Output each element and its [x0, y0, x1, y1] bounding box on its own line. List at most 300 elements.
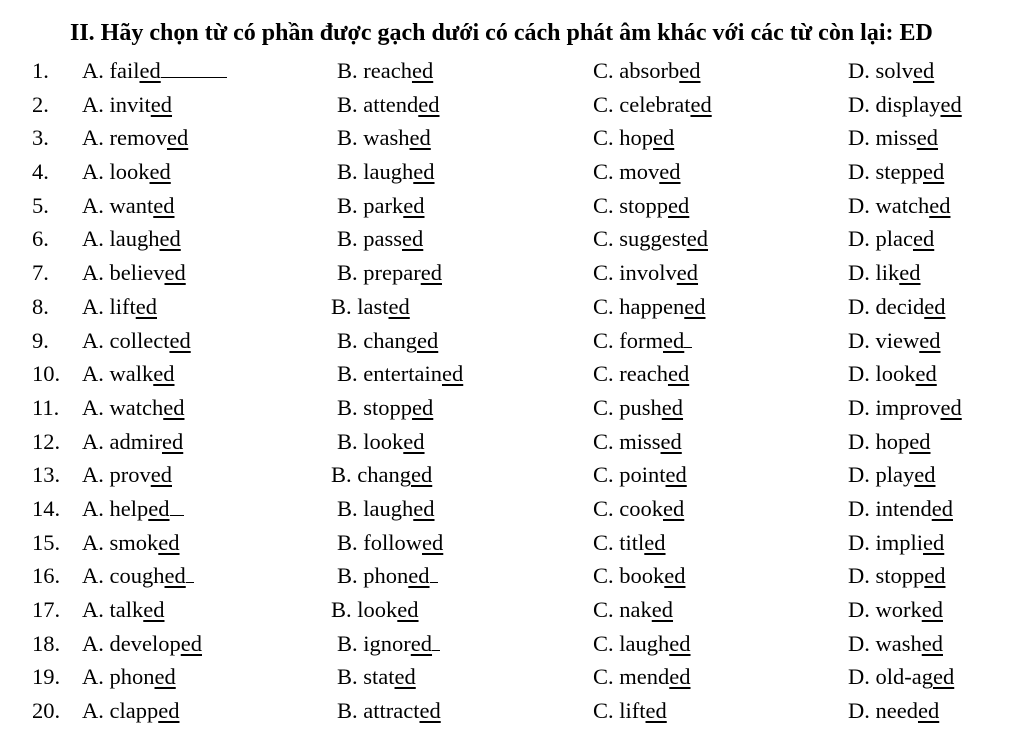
question-number: 3.: [32, 125, 49, 151]
option-a: [82, 530, 180, 556]
word-stem: wash: [875, 630, 922, 656]
underlined-ending: ed: [413, 159, 435, 185]
word-stem: laugh: [109, 226, 160, 252]
underlined-ending: ed: [410, 630, 433, 656]
underlined-ending: ed: [411, 462, 433, 488]
word-stem: prov: [109, 462, 151, 488]
option-letter: B.: [337, 563, 358, 589]
underlined-ending: ed: [924, 293, 946, 319]
option-letter: B.: [337, 327, 358, 353]
underlined-ending: ed: [690, 91, 712, 117]
word-stem: phon: [363, 563, 409, 589]
word-stem: ignor: [363, 630, 411, 656]
option-letter: A.: [82, 327, 104, 353]
underlined-ending: ed: [164, 260, 186, 286]
underlined-ending: ed: [161, 428, 184, 454]
option-letter: B.: [331, 462, 352, 488]
underlined-ending: ed: [919, 327, 941, 353]
option-a: [82, 193, 175, 219]
option-letter: C.: [593, 58, 614, 83]
question-number: 12.: [32, 428, 61, 454]
option-c: [593, 58, 701, 84]
option-c: [593, 597, 673, 623]
question-row: [0, 526, 1024, 560]
option-c: [593, 462, 687, 488]
option-b: [337, 58, 433, 84]
option-a: [82, 92, 172, 118]
word-stem: push: [619, 394, 662, 420]
underlined-ending: ed: [913, 58, 935, 83]
word-stem: want: [109, 192, 154, 218]
option-a: [82, 294, 157, 320]
option-letter: D.: [848, 226, 870, 252]
option-c: [593, 563, 686, 589]
question-number: 18.: [32, 630, 61, 656]
underlined-ending: ed: [917, 698, 940, 724]
underlined-ending: ed: [676, 260, 699, 286]
underlined-ending: ed: [659, 159, 681, 185]
option-letter: A.: [82, 226, 104, 252]
option-letter: B.: [337, 361, 358, 387]
option-letter: D.: [848, 428, 870, 454]
option-letter: C.: [593, 91, 614, 117]
question-number: 19.: [32, 664, 61, 690]
question-row: [0, 492, 1024, 526]
word-stem: view: [875, 327, 920, 353]
blank-underline: [430, 564, 438, 583]
option-letter: D.: [848, 192, 870, 218]
option-d: [848, 664, 954, 690]
word-stem: mov: [619, 159, 660, 185]
underlined-ending: ed: [663, 327, 685, 353]
word-stem: chang: [357, 462, 411, 488]
option-letter: B.: [337, 260, 358, 286]
underlined-ending: ed: [667, 361, 690, 387]
word-stem: laugh: [363, 159, 414, 185]
option-c: [593, 226, 708, 252]
underlined-ending: ed: [149, 159, 171, 185]
option-letter: B.: [331, 293, 352, 319]
option-letter: C.: [593, 462, 614, 488]
underlined-ending: ed: [422, 529, 444, 555]
word-stem: believ: [109, 260, 165, 286]
underlined-ending: ed: [409, 125, 431, 151]
word-stem: last: [357, 293, 389, 319]
option-a: [82, 226, 181, 252]
word-stem: watch: [109, 394, 164, 420]
option-letter: B.: [337, 630, 358, 656]
underlined-ending: ed: [394, 664, 416, 690]
option-letter: C.: [593, 428, 614, 454]
word-stem: laugh: [619, 630, 670, 656]
word-stem: hop: [619, 125, 654, 151]
option-b: [337, 159, 435, 185]
word-stem: look: [357, 597, 398, 622]
word-stem: park: [363, 192, 404, 218]
question-number: 7.: [32, 260, 49, 286]
underlined-ending: ed: [135, 293, 157, 319]
word-stem: chang: [363, 327, 417, 353]
option-a: [82, 328, 191, 354]
underlined-ending: ed: [388, 293, 410, 319]
option-letter: D.: [848, 529, 870, 555]
word-stem: invit: [109, 91, 151, 117]
option-b: [337, 260, 442, 286]
option-letter: A.: [82, 293, 104, 319]
option-c: [593, 92, 712, 118]
underlined-ending: ed: [419, 698, 441, 724]
underlined-ending: ed: [669, 664, 691, 690]
option-letter: B.: [337, 192, 358, 218]
word-stem: stopp: [619, 192, 669, 218]
option-b: [337, 496, 435, 522]
option-b: [337, 361, 463, 387]
option-d: [848, 530, 944, 556]
underlined-ending: ed: [412, 394, 434, 420]
underlined-ending: ed: [158, 698, 180, 724]
option-a: [82, 597, 165, 623]
option-letter: C.: [593, 125, 614, 151]
underlined-ending: ed: [931, 495, 953, 521]
option-d: [848, 92, 962, 118]
question-row: [0, 660, 1024, 694]
word-stem: pass: [363, 226, 403, 252]
option-a: [82, 462, 172, 488]
word-stem: intend: [875, 495, 932, 521]
question-row: [0, 88, 1024, 122]
question-row: [0, 391, 1024, 425]
underlined-ending: ed: [909, 428, 931, 454]
word-stem: book: [619, 563, 665, 589]
question-row: [0, 458, 1024, 492]
underlined-ending: ed: [403, 428, 425, 454]
option-b: [337, 530, 443, 556]
question-row: [0, 559, 1024, 593]
option-letter: C.: [593, 529, 614, 555]
word-stem: collect: [109, 327, 170, 353]
option-letter: C.: [593, 361, 614, 387]
underlined-ending: ed: [921, 597, 943, 622]
option-d: [848, 294, 945, 320]
option-letter: C.: [593, 495, 614, 521]
blank-underline: [186, 564, 194, 583]
underlined-ending: ed: [417, 327, 439, 353]
question-row: [0, 256, 1024, 290]
option-letter: D.: [848, 58, 870, 83]
option-letter: D.: [848, 125, 870, 151]
option-letter: A.: [82, 563, 104, 589]
word-stem: plac: [875, 226, 913, 252]
option-c: [593, 530, 666, 556]
option-letter: D.: [848, 630, 870, 656]
option-letter: C.: [593, 394, 614, 420]
option-b: [337, 125, 431, 151]
underlined-ending: ed: [397, 597, 419, 622]
option-letter: B.: [337, 529, 358, 555]
word-stem: nak: [619, 597, 652, 622]
option-letter: B.: [337, 159, 358, 185]
option-letter: A.: [82, 260, 104, 286]
option-letter: B.: [337, 125, 358, 151]
option-letter: D.: [848, 327, 870, 353]
option-letter: C.: [593, 597, 614, 622]
option-a: [82, 395, 184, 421]
option-letter: D.: [848, 495, 870, 521]
question-row: [0, 425, 1024, 459]
underlined-ending: ed: [661, 394, 684, 420]
option-letter: A.: [82, 125, 104, 151]
word-stem: involv: [619, 260, 677, 286]
word-stem: lift: [109, 293, 136, 319]
question-row: [0, 627, 1024, 661]
underlined-ending: ed: [158, 529, 180, 555]
underlined-ending: ed: [153, 192, 175, 218]
underlined-ending: ed: [940, 91, 962, 117]
blank-underline: [170, 497, 184, 516]
option-d: [848, 260, 921, 286]
underlined-ending: ed: [923, 529, 945, 555]
underlined-ending: ed: [403, 192, 425, 218]
blank-underline: [161, 59, 227, 78]
option-letter: B.: [337, 428, 358, 454]
option-letter: C.: [593, 664, 614, 690]
underlined-ending: ed: [143, 597, 165, 622]
option-d: [848, 496, 953, 522]
option-a: [82, 664, 176, 690]
option-c: [593, 260, 698, 286]
question-row: [0, 121, 1024, 155]
question-number: 9.: [32, 327, 49, 353]
question-number: 5.: [32, 192, 49, 218]
option-letter: C.: [593, 698, 614, 724]
option-letter: C.: [593, 563, 614, 589]
underlined-ending: ed: [159, 226, 181, 252]
option-c: [593, 496, 684, 522]
option-letter: D.: [848, 159, 870, 185]
option-a: [82, 361, 175, 387]
word-stem: cook: [619, 495, 664, 521]
question-number: 13.: [32, 462, 61, 488]
underlined-ending: ed: [645, 698, 667, 724]
option-d: [848, 698, 939, 724]
option-d: [848, 429, 931, 455]
word-stem: improv: [875, 394, 941, 420]
option-letter: A.: [82, 428, 104, 454]
option-d: [848, 563, 946, 589]
option-a: [82, 496, 184, 522]
word-stem: mend: [619, 664, 670, 690]
underlined-ending: ed: [679, 58, 701, 83]
option-b: [337, 226, 423, 252]
option-letter: A.: [82, 192, 104, 218]
word-stem: point: [619, 462, 666, 488]
underlined-ending: ed: [153, 361, 175, 387]
word-stem: follow: [363, 529, 423, 555]
option-b: [337, 92, 440, 118]
option-letter: A.: [82, 597, 104, 622]
underlined-ending: ed: [921, 630, 943, 656]
word-stem: hop: [875, 428, 910, 454]
option-b: [331, 294, 410, 320]
option-letter: C.: [593, 192, 614, 218]
word-stem: suggest: [619, 226, 687, 252]
option-d: [848, 159, 944, 185]
underlined-ending: ed: [912, 226, 935, 252]
question-list: [0, 54, 1024, 728]
option-c: [593, 159, 681, 185]
word-stem: reach: [363, 58, 412, 83]
word-stem: phon: [109, 664, 155, 690]
option-letter: B.: [337, 664, 358, 690]
underlined-ending: ed: [408, 563, 430, 589]
underlined-ending: ed: [899, 260, 921, 286]
underlined-ending: ed: [644, 529, 666, 555]
option-letter: A.: [82, 698, 104, 724]
word-stem: lik: [875, 260, 900, 286]
underlined-ending: ed: [164, 563, 186, 589]
option-letter: C.: [593, 159, 614, 185]
word-stem: smok: [109, 529, 159, 555]
option-letter: D.: [848, 361, 870, 387]
word-stem: look: [109, 159, 150, 185]
question-number: 2.: [32, 91, 49, 117]
question-row: [0, 357, 1024, 391]
option-c: [593, 429, 682, 455]
word-stem: attract: [363, 698, 420, 724]
underlined-ending: ed: [420, 260, 442, 286]
question-row: [0, 324, 1024, 358]
underlined-ending: ed: [441, 361, 464, 387]
option-letter: A.: [82, 495, 104, 521]
option-letter: B.: [337, 495, 358, 521]
underlined-ending: ed: [402, 226, 424, 252]
option-b: [337, 328, 438, 354]
option-c: [593, 361, 689, 387]
underlined-ending: ed: [411, 58, 434, 83]
option-letter: D.: [848, 394, 870, 420]
option-letter: D.: [848, 91, 870, 117]
underlined-ending: ed: [180, 630, 202, 656]
word-stem: miss: [619, 428, 661, 454]
question-row: [0, 189, 1024, 223]
question-row: [0, 222, 1024, 256]
underlined-ending: ed: [916, 125, 939, 151]
option-a: [82, 698, 179, 724]
option-c: [593, 698, 667, 724]
underlined-ending: ed: [668, 192, 690, 218]
question-number: 17.: [32, 597, 61, 622]
option-letter: B.: [337, 698, 358, 724]
word-stem: form: [619, 327, 664, 353]
option-d: [848, 631, 943, 657]
underlined-ending: ed: [914, 462, 936, 488]
word-stem: absorb: [619, 58, 680, 83]
word-stem: stat: [363, 664, 395, 690]
option-a: [82, 563, 194, 589]
option-a: [82, 631, 202, 657]
section-title: II. Hãy chọn từ có phần được gạch dưới có cách phát âm khác với các từ còn lại: ED: [70, 20, 933, 46]
word-stem: decid: [875, 293, 925, 319]
underlined-ending: ed: [413, 495, 435, 521]
question-number: 10.: [32, 361, 61, 387]
option-letter: D.: [848, 597, 870, 622]
underlined-ending: ed: [932, 664, 955, 690]
blank-underline: [684, 329, 692, 348]
option-letter: C.: [593, 630, 614, 656]
option-a: [82, 58, 227, 84]
option-c: [593, 193, 689, 219]
option-letter: A.: [82, 58, 104, 83]
question-number: 8.: [32, 293, 49, 319]
option-b: [337, 563, 438, 589]
word-stem: attend: [363, 91, 419, 117]
underlined-ending: ed: [664, 563, 686, 589]
word-stem: need: [875, 698, 918, 724]
option-letter: A.: [82, 529, 104, 555]
underlined-ending: ed: [166, 125, 189, 151]
option-letter: D.: [848, 563, 870, 589]
question-row: [0, 694, 1024, 728]
question-number: 4.: [32, 159, 49, 185]
word-stem: stopp: [875, 563, 925, 589]
option-d: [848, 193, 950, 219]
option-letter: D.: [848, 664, 870, 690]
option-letter: C.: [593, 260, 614, 286]
option-b: [337, 193, 425, 219]
word-stem: admir: [109, 428, 162, 454]
option-letter: A.: [82, 630, 104, 656]
word-stem: walk: [109, 361, 154, 387]
option-b: [331, 462, 432, 488]
word-stem: happen: [619, 293, 685, 319]
underlined-ending: ed: [924, 563, 946, 589]
question-number: 16.: [32, 563, 61, 589]
option-letter: B.: [337, 58, 358, 83]
word-stem: help: [109, 495, 149, 521]
option-letter: A.: [82, 462, 104, 488]
option-d: [848, 328, 941, 354]
option-c: [593, 125, 674, 151]
question-number: 6.: [32, 226, 49, 252]
word-stem: remov: [109, 125, 167, 151]
question-row: [0, 155, 1024, 189]
word-stem: wash: [363, 125, 410, 151]
question-row: [0, 54, 1024, 88]
option-letter: B.: [337, 394, 358, 420]
option-d: [848, 125, 938, 151]
option-letter: D.: [848, 698, 870, 724]
question-number: 1.: [32, 58, 49, 83]
word-stem: lift: [619, 698, 646, 724]
option-d: [848, 226, 934, 252]
underlined-ending: ed: [669, 630, 691, 656]
word-stem: old-ag: [875, 664, 933, 690]
option-letter: D.: [848, 462, 870, 488]
option-b: [337, 395, 433, 421]
option-d: [848, 395, 962, 421]
underlined-ending: ed: [915, 361, 937, 387]
question-number: 20.: [32, 698, 61, 724]
word-stem: miss: [875, 125, 917, 151]
word-stem: work: [875, 597, 922, 622]
underlined-ending: ed: [139, 58, 161, 83]
option-letter: A.: [82, 664, 104, 690]
word-stem: display: [875, 91, 941, 117]
word-stem: watch: [875, 192, 930, 218]
word-stem: titl: [619, 529, 645, 555]
option-c: [593, 395, 683, 421]
blank-underline: [432, 632, 440, 651]
